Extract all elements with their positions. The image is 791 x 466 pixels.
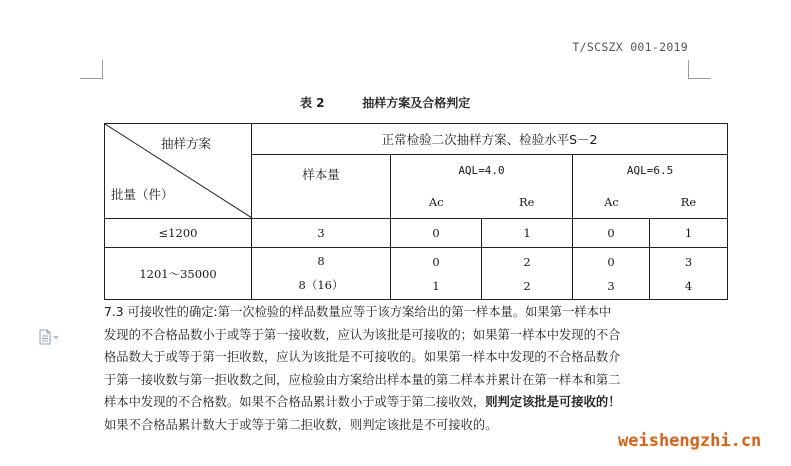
text-line: 7.3 可接收性的确定:第一次检验的样品数量应等于该方案给出的第一样本量。如果第一样本中 — [104, 305, 612, 319]
text-line-part: 样本中发现的不合格数。如果不合格品累计数小于或等于第二接收效， — [104, 395, 486, 409]
sample-size-cell — [252, 248, 391, 300]
page-corner-mark-right — [688, 60, 711, 79]
table-row — [105, 219, 728, 248]
re-cell: 1 — [482, 219, 573, 248]
aql-4-label: AQL=4.0 — [458, 164, 505, 177]
aql-4-header — [391, 155, 573, 219]
lot-size-cell: ≤1200 — [105, 219, 252, 248]
re-cell: 1 — [650, 219, 728, 248]
document-icon[interactable] — [38, 329, 60, 345]
ac-value: 1 — [432, 278, 440, 293]
ac-cell: 0 — [391, 219, 482, 248]
table-header-row — [105, 124, 728, 155]
re-cell — [482, 248, 573, 300]
table-number: 表 2 — [300, 96, 325, 110]
sample-size-header: 样本量 — [252, 155, 391, 219]
corner-label-scheme: 抽样方案 — [160, 136, 211, 151]
ac-header-1: Ac — [428, 195, 444, 209]
ac-cell: 0 — [573, 219, 650, 248]
ac-header-2: Ac — [604, 195, 619, 209]
bold-verdict: 则判定该批是可接收的！ — [485, 395, 621, 409]
site-watermark: weishengzhi.cn — [618, 431, 762, 451]
re-header-1: Re — [519, 195, 535, 209]
page-corner-mark-left — [80, 60, 103, 79]
re-value: 2 — [523, 254, 531, 269]
re-value: 2 — [523, 278, 531, 293]
ac-cell — [573, 248, 650, 300]
text-line: 如果不合格品累计数大于或等于第二拒收数，则判定该批是不可接收的。 — [104, 417, 498, 432]
aql-6-5-label: AQL=6.5 — [626, 164, 674, 177]
text-line: 于第一接收数与第一拒收数之间，应检验由方案给出样本量的第二样本并累计在第一样本和第二 — [104, 372, 621, 387]
re-header-2: Re — [680, 195, 697, 209]
sampling-plan-table — [104, 123, 728, 300]
corner-label-lot: 批量（件） — [111, 187, 174, 202]
lot-size-cell: 1201～35000 — [105, 248, 252, 300]
diagonal-header-cell — [105, 124, 252, 219]
table-title: 抽样方案及合格判定 — [362, 96, 471, 110]
re-value: 3 — [684, 254, 693, 269]
text-line — [104, 391, 716, 414]
re-cell — [650, 248, 728, 300]
clause-7-3-text — [104, 301, 716, 436]
first-sample: 8 — [317, 254, 325, 268]
sample-size-cell: 3 — [252, 219, 391, 248]
standard-code: T/SCSZX 001-2019 — [572, 40, 688, 54]
ac-value: 0 — [607, 254, 615, 269]
aql-6-5-header — [573, 155, 728, 219]
text-line: 发现的不合格品数小于或等于第一接收数，应认为该批是可接收的；如果第一样本中发现的不合 — [104, 327, 621, 342]
ac-value: 3 — [607, 278, 615, 293]
table-row — [105, 248, 728, 300]
table-caption — [300, 94, 560, 111]
re-value: 4 — [684, 278, 693, 293]
ac-value: 0 — [432, 254, 440, 269]
text-line: 格品数大于或等于第一拒收数，应认为该批是不可接收的。如果第一样本中发现的不合格品数介 — [104, 350, 621, 364]
span-header-cell: 正常检验二次抽样方案、检验水平S－2 — [252, 124, 728, 155]
ac-cell — [391, 248, 482, 300]
second-sample: 8（16） — [298, 278, 344, 292]
